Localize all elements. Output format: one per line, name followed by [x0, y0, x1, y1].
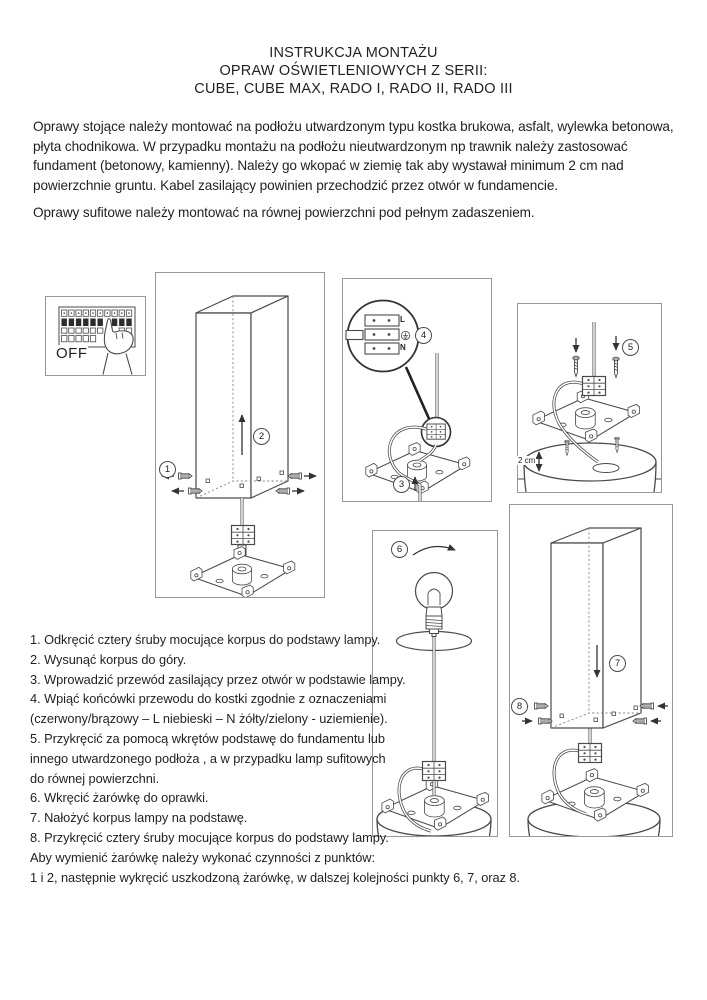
- paragraph-line: płyta chodnikowa. W przypadku montażu na podłożu nieutwardzonym np trawnik należy zastosować: [33, 138, 628, 154]
- diagram-panel-power-off: [45, 296, 146, 376]
- instruction-line: 2. Wysunąć korpus do góry.: [30, 651, 187, 667]
- instruction-line: 5. Przykręcić za pomocą wkrętów podstawę do fundamentu lub: [30, 730, 385, 746]
- diagram-panel-attach-body: [509, 504, 673, 837]
- instruction-line: 7. Nałożyć korpus lampy na podstawę.: [30, 810, 248, 826]
- lamp-body-cube-icon: [551, 528, 641, 728]
- rotate-arrow-icon: [413, 546, 455, 555]
- instruction-line: Aby wymienić żarówkę należy wykonać czynności z punktów:: [30, 849, 375, 865]
- instruction-line: 6. Wkręcić żarówkę do oprawki.: [30, 790, 209, 806]
- page-title: [0, 44, 707, 98]
- terminal-neutral-label: N: [400, 343, 406, 352]
- instruction-line: innego utwardzonego podłoża , a w przypadku lamp sufitowych: [30, 750, 386, 766]
- off-label: OFF: [56, 345, 88, 362]
- paragraph-line: fundament (betonowy, kamienny). Należy go wkopać w ziemię tak aby wystawał minimum 2 cm nad: [33, 158, 624, 173]
- base-plate-icon: [366, 443, 470, 494]
- step-marker-1: 1: [159, 461, 176, 478]
- step-marker-2: 2: [253, 428, 270, 445]
- depth-label: 2 cm: [518, 456, 536, 465]
- step-marker-3: 3: [393, 476, 410, 493]
- diagram-panel-remove-body: [155, 272, 325, 598]
- base-plate-icon: [191, 547, 295, 597]
- earth-icon: [401, 331, 409, 339]
- paragraph-line: Oprawy stojące należy montować na podłożu utwardzonym typu kostka brukowa, asfalt, wylewka betonowa,: [33, 119, 674, 134]
- instruction-line: 4. Wpiąć końcówki przewodu do kostki zgodnie z oznaczeniami: [30, 691, 387, 707]
- step-marker-4: 4: [415, 327, 432, 344]
- instruction-list: [30, 630, 520, 887]
- step-marker-8: 8: [511, 698, 528, 715]
- intro-paragraph: [33, 117, 674, 195]
- bulb-icon: [416, 573, 453, 637]
- terminal-live-label: L: [400, 315, 405, 324]
- diagram-panel-fix-base: [517, 303, 662, 493]
- title-line: INSTRUKCJA MONTAŻU: [269, 45, 438, 61]
- terminal-block-icon: [427, 424, 445, 439]
- base-plate-icon: [533, 390, 640, 442]
- mounting-screws-icons: [573, 336, 619, 378]
- instruction-line: do równej powierzchni.: [30, 770, 160, 786]
- step-marker-7: 7: [609, 655, 626, 672]
- terminal-block-icon: [583, 377, 606, 396]
- title-line: CUBE, CUBE MAX, RADO I, RADO II, RADO III: [194, 81, 513, 97]
- title-line: OPRAW OŚWIETLENIOWYCH Z SERII:: [219, 63, 488, 79]
- diagram-panel-wire-terminal: [342, 278, 492, 502]
- ceiling-paragraph: Oprawy sufitowe należy montować na równej powierzchni pod pełnym zadaszeniem.: [33, 205, 535, 220]
- instruction-line: 1. Odkręcić cztery śruby mocujące korpus do podstawy lampy.: [30, 632, 381, 647]
- step-marker-6: 6: [391, 541, 408, 558]
- lamp-body-cube-icon: [196, 296, 288, 498]
- instruction-line: 8. Przykręcić cztery śruby mocujące korpus do podstawy lampy.: [30, 829, 389, 845]
- paragraph-line: powierzchnie gruntu. Kabel zasilający powinien przechodzić przez otwór w fundamencie.: [33, 177, 558, 193]
- instruction-line: (czerwony/brązowy – L niebieski – N żółty/zielony - uziemienie).: [30, 711, 388, 727]
- terminal-block-icon: [579, 744, 602, 763]
- terminal-block-icon: [232, 526, 255, 545]
- instruction-line: 3. Wprowadzić przewód zasilający przez otwór w podstawie lampy.: [30, 671, 406, 687]
- terminal-detail-circle-icon: [346, 301, 419, 372]
- instruction-line: 1 i 2, następnie wykręcić uszkodzoną żarówkę, w dalszej kolejności punkty 6, 7, oraz 8.: [30, 869, 520, 885]
- step-marker-5: 5: [622, 339, 639, 356]
